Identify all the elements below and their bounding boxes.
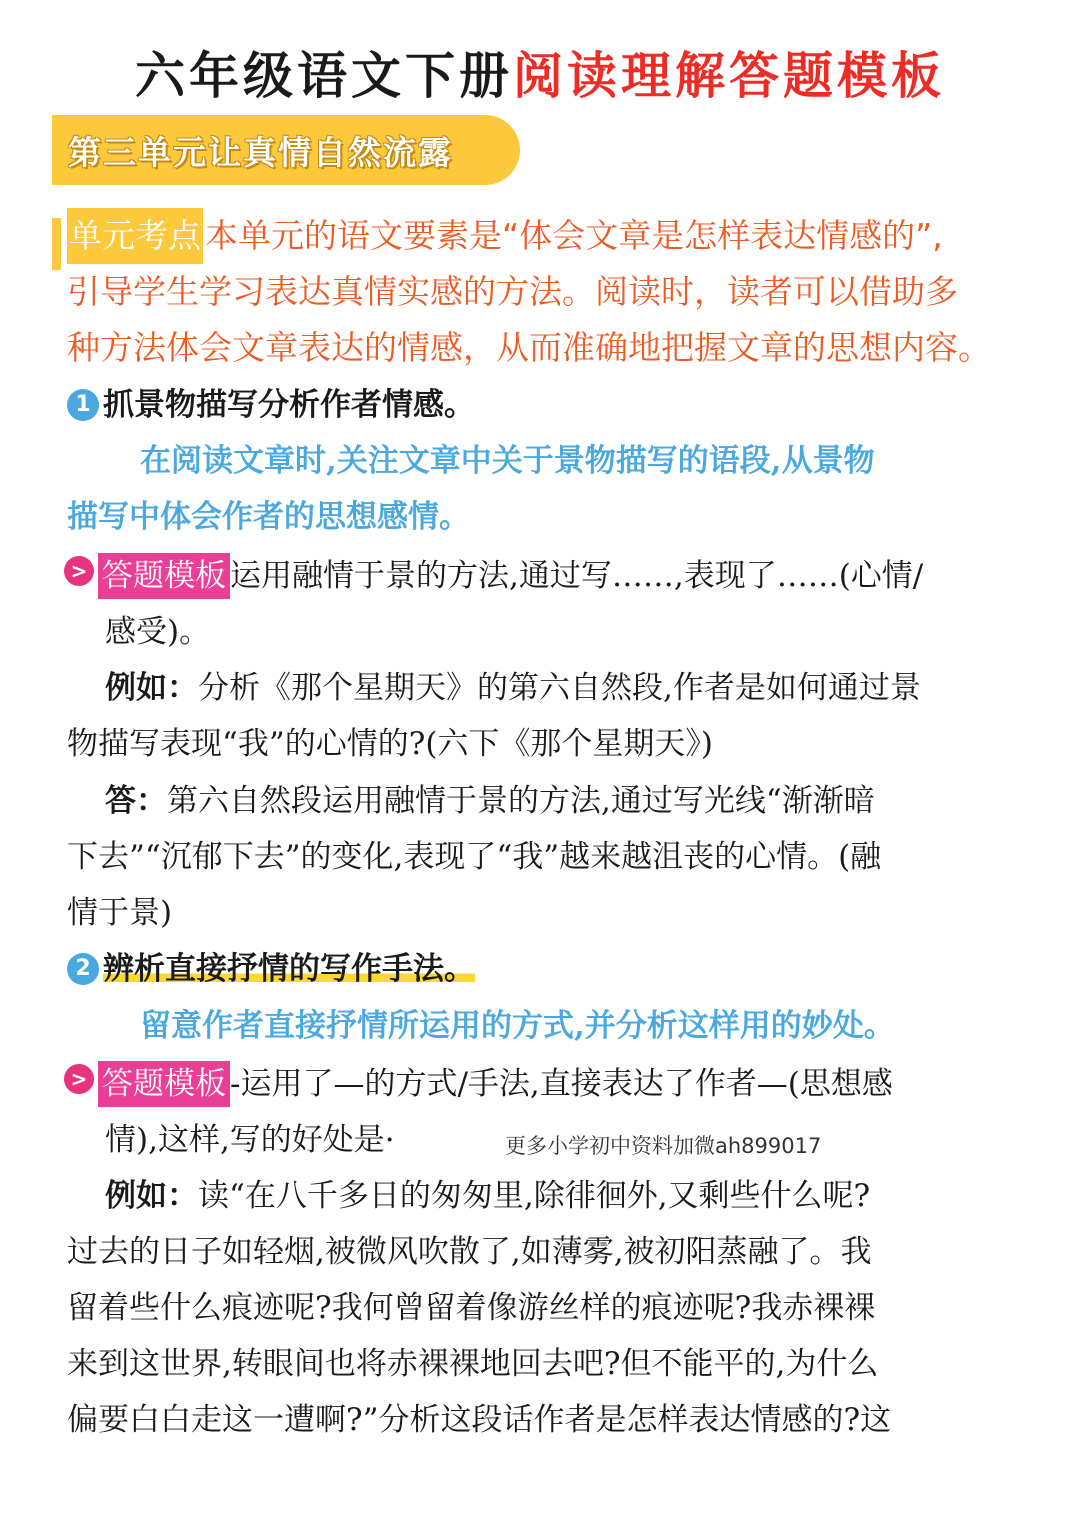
section1-heading: 1 抓景物描写分析作者情感。: [67, 377, 1027, 433]
unit-focus-line1: 单元考点 本单元的语文要素是“体会文章是怎样表达情感的”,: [67, 208, 1047, 264]
chevron-right-icon: >: [64, 1064, 94, 1094]
title-red: 阅读理解答题模板: [513, 47, 945, 105]
unit-focus-tab: [52, 218, 61, 270]
unit-banner-text: 第三单元让真情自然流露: [68, 133, 453, 172]
title-black: 六年级语文下册: [135, 47, 513, 105]
unit-banner: [52, 115, 520, 185]
section1-answer-line2: 下去”“沉郁下去”的变化,表现了“我”越来越沮丧的心情。(融: [67, 839, 882, 875]
chevron-right-icon: >: [64, 556, 94, 586]
unit-focus-line2: 引导学生学习表达真情实感的方法。阅读时，读者可以借助多: [67, 272, 958, 311]
section2-template-tag: 答题模板: [98, 1061, 230, 1107]
section2-example-line3: 留着些什么痕迹呢?我何曾留着像游丝样的痕迹呢?我赤裸裸: [67, 1290, 876, 1326]
section1-template-tag: 答题模板: [98, 553, 230, 599]
section2-tip-line1: 留意作者直接抒情所运用的方式,并分析这样用的妙处。: [140, 1008, 895, 1044]
section2-heading: 2 辨析直接抒情的写作手法。: [67, 941, 1027, 997]
section2-number: 2: [67, 953, 99, 985]
watermark-text: 更多小学初中资料加微ah899017: [505, 1134, 822, 1158]
section1-answer-line3: 情于景): [67, 895, 173, 931]
section1-number: 1: [67, 389, 99, 421]
section1-tip-line2: 描写中体会作者的思想感情。: [67, 499, 470, 535]
section2-example-line2: 过去的日子如轻烟,被微风吹散了,如薄雾,被初阳蒸融了。我: [67, 1234, 872, 1270]
section2-template-line2: 情),这样,写的好处是·: [105, 1122, 395, 1158]
unit-focus-line3: 种方法体会文章表达的情感，从而准确地把握文章的思想内容。: [67, 328, 991, 367]
section1-template-line2: 感受)。: [105, 614, 211, 650]
section2-template-line1: > 答题模板 -运用了—的方式/手法,直接表达了作者—(思想感: [64, 1056, 1024, 1112]
unit-focus-tag: 单元考点: [67, 208, 203, 264]
section2-example-line1: 例如：读“在八千多日的匆匆里,除徘徊外,又剩些什么呢?: [105, 1178, 871, 1214]
section1-answer-line1: 答：第六自然段运用融情于景的方法,通过写光线“渐渐暗: [105, 783, 875, 819]
section1-example-line1: 例如：分析《那个星期天》的第六自然段,作者是如何通过景: [105, 670, 921, 706]
section2-example-line5: 偏要白白走这一遭啊?”分析这段话作者是怎样表达情感的?这: [67, 1402, 892, 1438]
section1-example-line2: 物描写表现“我”的心情的?(六下《那个星期天》): [67, 726, 714, 762]
section1-tip-line1: 在阅读文章时,关注文章中关于景物描写的语段,从景物: [140, 443, 875, 479]
section1-template-line1: > 答题模板 运用融情于景的方法,通过写……,表现了……(心情/: [64, 548, 1024, 604]
section2-example-line4: 来到这世界,转眼间也将赤裸裸地回去吧?但不能平的,为什么: [67, 1346, 879, 1382]
page-title: [0, 44, 1080, 108]
